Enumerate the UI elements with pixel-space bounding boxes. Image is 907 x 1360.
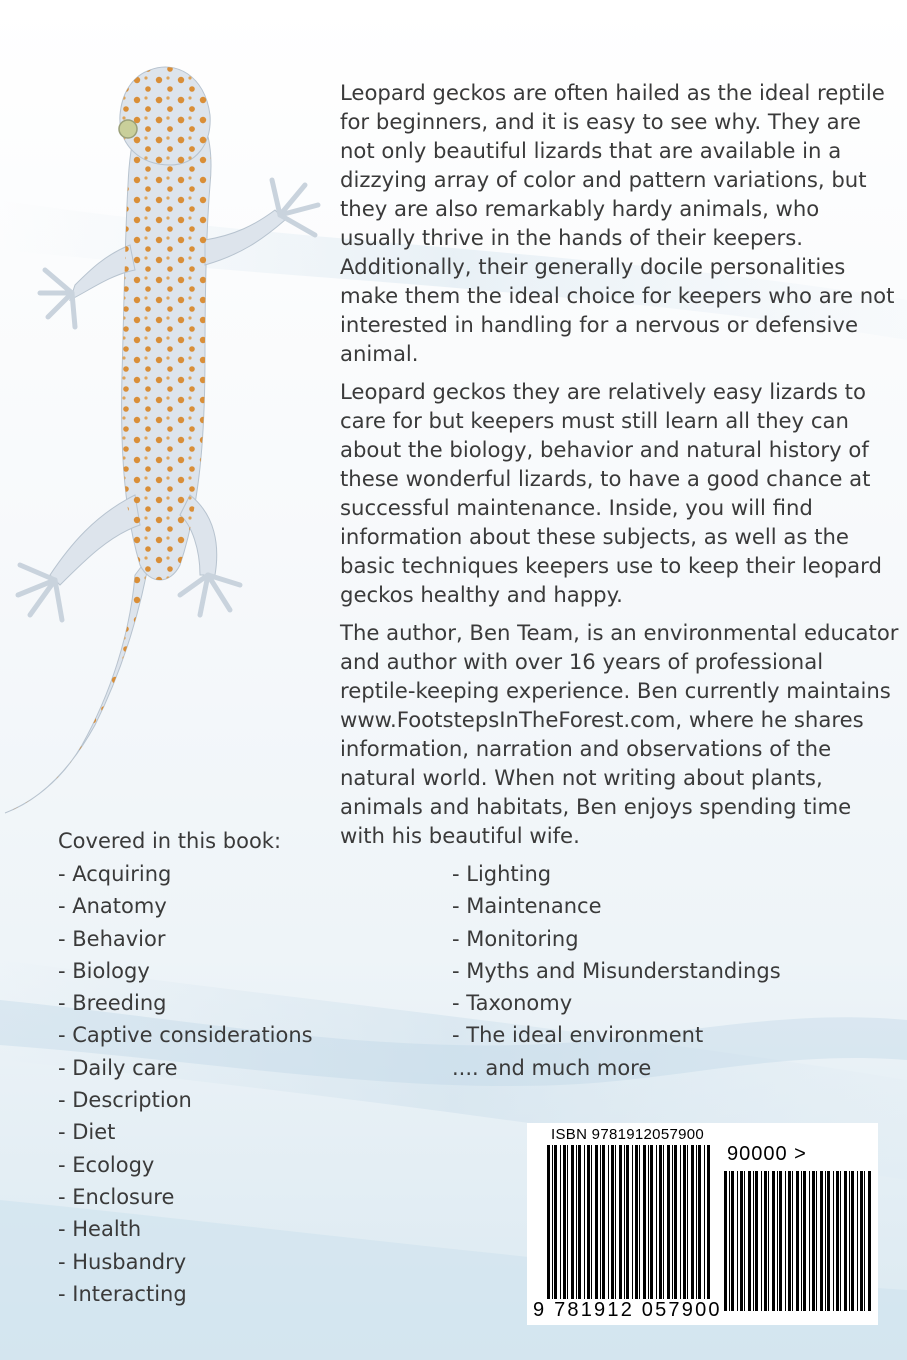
- barcode-bar: [643, 1145, 646, 1311]
- barcode-bar: [554, 1145, 557, 1311]
- barcode-bars: [527, 1123, 878, 1325]
- barcode-bar: [849, 1171, 850, 1311]
- description-paragraph-1: Leopard geckos are often hailed as the ideal reptile for beginners, and it is easy to see why. They are not only beautiful lizards that are available in a dizzying array of color and pattern variations, but they are also remarkably hardy animals, who usually thrive in the hands of their keepers. Additionally, their generally docile personalities make them the ideal choice for keepers who are not interested in handling for a nervous or defensive animal.: [340, 80, 895, 366]
- barcode-bar: [578, 1145, 581, 1311]
- barcode-bar: [567, 1145, 568, 1311]
- topic-item: - Husbandry: [58, 1249, 187, 1274]
- barcode-bar: [687, 1145, 688, 1311]
- topic-item: - Anatomy: [58, 894, 167, 919]
- barcode-bar: [608, 1145, 609, 1311]
- barcode-bar: [768, 1171, 769, 1311]
- topic-item: - Acquiring: [58, 862, 172, 886]
- barcode-bar: [663, 1145, 664, 1311]
- barcode-bar: [740, 1171, 743, 1311]
- barcode-bar: [755, 1171, 758, 1311]
- barcode-bar: [667, 1145, 670, 1311]
- barcode-bar: [650, 1145, 653, 1311]
- barcode-bar: [611, 1145, 614, 1311]
- barcode-bar: [552, 1145, 553, 1311]
- barcode-bar: [744, 1171, 745, 1311]
- barcode-bar: [857, 1171, 858, 1311]
- topic-item: - Enclosure: [58, 1184, 175, 1209]
- topic-item: - Lighting: [452, 862, 552, 886]
- barcode-bar: [792, 1171, 793, 1311]
- isbn-number: ISBN 9781912057900: [551, 1126, 705, 1143]
- barcode-bar: [656, 1145, 657, 1311]
- topic-item: - Maintenance: [452, 894, 602, 919]
- topic-item: - Captive considerations: [58, 1023, 313, 1048]
- barcode-bar: [584, 1145, 585, 1311]
- barcode-bar: [600, 1145, 601, 1311]
- barcode-bar: [803, 1171, 806, 1311]
- barcode-bar: [704, 1145, 705, 1311]
- barcode-bar: [547, 1145, 550, 1311]
- barcode-bar: [812, 1171, 815, 1311]
- barcode-bar: [785, 1171, 786, 1311]
- barcode-digits: 9 781912 057900: [533, 1299, 722, 1321]
- barcode-bar: [729, 1171, 730, 1311]
- barcode-bar: [576, 1145, 577, 1311]
- topics-column-1: [58, 858, 313, 1310]
- barcode-bar: [615, 1145, 616, 1311]
- gecko-illustration: [0, 55, 330, 825]
- topic-item: - Health: [58, 1217, 142, 1242]
- barcode-bar: [833, 1171, 834, 1311]
- barcode-bar: [820, 1171, 823, 1311]
- barcode-bar: [635, 1145, 638, 1311]
- barcode-bar: [724, 1171, 727, 1311]
- topic-item: - Monitoring: [452, 926, 579, 951]
- topic-item: - Behavior: [58, 926, 166, 951]
- barcode-bar: [737, 1171, 738, 1311]
- barcode-bar: [571, 1145, 574, 1311]
- barcode-bar: [680, 1145, 681, 1311]
- barcode-bar: [683, 1145, 686, 1311]
- barcode-bar: [672, 1145, 673, 1311]
- barcode-bar: [836, 1171, 839, 1311]
- barcode-bar: [691, 1145, 694, 1311]
- barcode-bar: [748, 1171, 751, 1311]
- topic-more-item: .... and much more: [452, 1055, 652, 1080]
- barcode-bar: [868, 1171, 871, 1311]
- barcode-bar: [827, 1171, 830, 1311]
- author-bio-paragraph: The author, Ben Team, is an environmental educator and author with over 16 years of professional reptile-keeping experience. Ben currently maintains www.FootstepsInTheForest.com, where he shares information, narration and observations of the natural world. When not writing about plants, animals and habitats, Ben enjoys spending time with his beautiful wife.: [340, 620, 899, 848]
- barcode-bar: [626, 1145, 629, 1311]
- barcode-bar: [840, 1171, 841, 1311]
- barcode-bar: [801, 1171, 802, 1311]
- price-code: 90000 >: [727, 1143, 807, 1165]
- barcode-bar: [864, 1171, 865, 1311]
- barcode-bar: [619, 1145, 622, 1311]
- barcode-bar: [659, 1145, 662, 1311]
- topic-item: - Myths and Misunderstandings: [452, 958, 781, 983]
- barcode-bar: [825, 1171, 826, 1311]
- barcode-bar: [844, 1171, 847, 1311]
- barcode-bar: [809, 1171, 810, 1311]
- barcode-bar: [816, 1171, 817, 1311]
- barcode-bar: [696, 1145, 697, 1311]
- topic-item: - Daily care: [58, 1055, 178, 1080]
- topic-item: - Biology: [58, 958, 150, 983]
- barcode-bar: [731, 1171, 734, 1311]
- topic-item: - Breeding: [58, 991, 167, 1016]
- barcode-bar: [753, 1171, 754, 1311]
- barcode-bar: [707, 1145, 710, 1311]
- barcode-bar: [563, 1145, 566, 1311]
- barcode-bar: [632, 1145, 633, 1311]
- barcode-bar: [860, 1171, 863, 1311]
- isbn-barcode: [527, 1123, 878, 1325]
- barcode-bar: [788, 1171, 791, 1311]
- topics-column-2: [452, 858, 781, 1084]
- barcode-bar: [560, 1145, 561, 1311]
- barcode-bar: [624, 1145, 625, 1311]
- barcode-bar: [698, 1145, 701, 1311]
- barcode-bar: [851, 1171, 854, 1311]
- barcode-bar: [639, 1145, 640, 1311]
- barcode-bar: [648, 1145, 649, 1311]
- topic-item: - Diet: [58, 1120, 116, 1145]
- barcode-bar: [602, 1145, 605, 1311]
- barcode-bar: [777, 1171, 778, 1311]
- topic-item: - Ecology: [58, 1152, 155, 1177]
- covered-topics-heading: Covered in this book:: [58, 829, 282, 853]
- barcode-bar: [779, 1171, 782, 1311]
- barcode-bar: [591, 1145, 592, 1311]
- topic-item: - The ideal environment: [452, 1023, 704, 1048]
- barcode-bar: [761, 1171, 762, 1311]
- barcode-bar: [587, 1145, 590, 1311]
- topic-item: - Interacting: [58, 1281, 187, 1306]
- topic-item: - Taxonomy: [452, 991, 573, 1016]
- barcode-bar: [772, 1171, 775, 1311]
- barcode-bar: [595, 1145, 598, 1311]
- barcode-bar: [764, 1171, 767, 1311]
- barcode-bar: [796, 1171, 799, 1311]
- description-paragraph-2: Leopard geckos they are relatively easy lizards to care for but keepers must still learn all they can about the biology, behavior and natural history of these wonderful lizards, to have a good chance at successful maintenance. Inside, you will find information about these subjects, as well as the basic techniques keepers use to keep their leopard geckos healthy and happy.: [340, 379, 882, 607]
- topic-item: - Description: [58, 1088, 192, 1113]
- gecko-eye: [119, 120, 137, 138]
- book-description: [340, 78, 900, 859]
- barcode-bar: [674, 1145, 677, 1311]
